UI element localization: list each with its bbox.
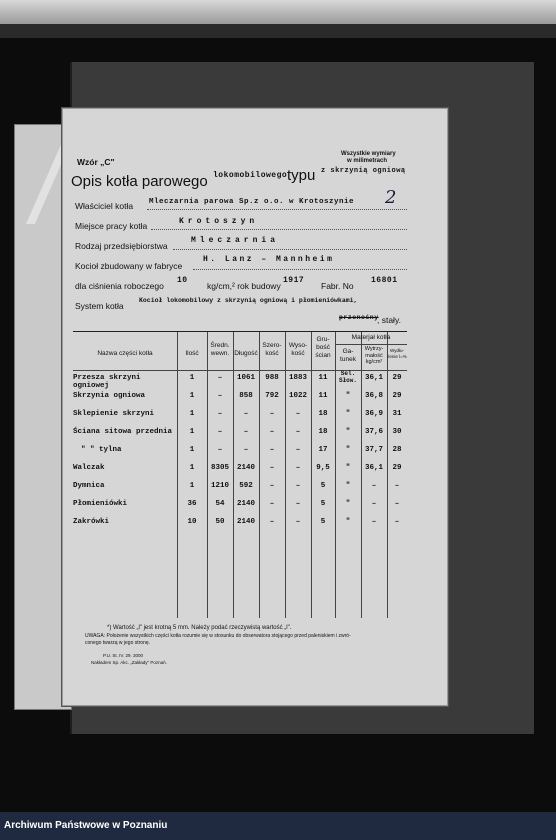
row-1-width: 988 bbox=[265, 374, 279, 382]
row-6-name: Walczak bbox=[73, 464, 105, 472]
row-6-kind: " bbox=[345, 464, 351, 472]
workplace-value: Krotoszyn bbox=[179, 217, 259, 226]
note-2: UWAGA: Położenie wszystkich części kotła rozumie się w stosunku do obserwatora stojącego przed paleniskiem i zwró- bbox=[85, 633, 351, 639]
row-3-qty: 1 bbox=[189, 410, 195, 418]
row-1-strength: 36,1 bbox=[364, 374, 383, 382]
business-line bbox=[173, 249, 407, 250]
dims-note-2: w milimetrach bbox=[347, 158, 388, 164]
owner-line bbox=[147, 209, 407, 210]
row-8-name: Płomieniówki bbox=[73, 500, 128, 508]
row-6-strength: 36,1 bbox=[364, 464, 383, 472]
row-7-len: 592 bbox=[239, 482, 253, 490]
row-1-elong: 29 bbox=[392, 374, 402, 382]
row-5-qty: 1 bbox=[189, 446, 195, 454]
row-7-kind: " bbox=[345, 482, 351, 490]
header-name: Nazwa części kotła bbox=[97, 350, 153, 357]
form-title: Opis kotła parowego bbox=[71, 173, 208, 190]
row-2-elong: 29 bbox=[392, 392, 402, 400]
top-strip bbox=[0, 0, 556, 24]
row-9-strength: – bbox=[371, 518, 377, 526]
row-5-thick: 17 bbox=[318, 446, 328, 454]
pressure-unit: kg/cm,² rok budowy bbox=[207, 281, 281, 291]
note-3: conego twarzą w jego stronę. bbox=[85, 640, 151, 646]
row-6-elong: 29 bbox=[392, 464, 402, 472]
system-value: Kocioł lokomobilowy z skrzynią ogniową i płomieniówkami, bbox=[139, 297, 358, 304]
title-subtype: z skrzynią ogniową bbox=[321, 167, 406, 175]
workplace-label: Miejsce pracy kotła bbox=[75, 221, 148, 231]
row-9-qty: 10 bbox=[187, 518, 197, 526]
row-4-strength: 37,6 bbox=[364, 428, 383, 436]
row-6-len: 2140 bbox=[236, 464, 255, 472]
title-type-word: typu bbox=[287, 167, 316, 184]
row-8-thick: 5 bbox=[320, 500, 326, 508]
row-9-elong: – bbox=[394, 518, 400, 526]
built-value: H. Lanz – Mannheim bbox=[203, 255, 335, 264]
row-6-height: – bbox=[295, 464, 301, 472]
system-label: System kotła bbox=[75, 301, 124, 311]
header-material: Materjał kotła bbox=[351, 334, 391, 341]
pressure-label: dla ciśnienia roboczego bbox=[75, 281, 164, 291]
row-2-name: Skrzynia ogniowa bbox=[73, 392, 146, 400]
row-1-kind: Sel. Słow. bbox=[338, 370, 357, 384]
row-8-width: – bbox=[269, 500, 275, 508]
row-8-kind: " bbox=[345, 500, 351, 508]
row-2-thick: 11 bbox=[318, 392, 328, 400]
year-value: 1917 bbox=[283, 276, 305, 285]
archive-footer bbox=[0, 812, 556, 840]
row-5-width: – bbox=[269, 446, 275, 454]
pressure-value: 10 bbox=[177, 276, 188, 285]
row-2-width: 792 bbox=[265, 392, 279, 400]
row-4-width: – bbox=[269, 428, 275, 436]
top-strip-shadow bbox=[0, 24, 556, 38]
row-1-diam: – bbox=[217, 374, 223, 382]
row-2-diam: – bbox=[217, 392, 223, 400]
row-8-elong: – bbox=[394, 500, 400, 508]
header-qty: Ilość bbox=[185, 350, 199, 357]
header-thick: Gru- bość ścian bbox=[315, 336, 331, 359]
row-7-height: – bbox=[295, 482, 301, 490]
row-8-diam: 54 bbox=[215, 500, 225, 508]
row-9-height: – bbox=[295, 518, 301, 526]
row-4-qty: 1 bbox=[189, 428, 195, 436]
row-2-qty: 1 bbox=[189, 392, 195, 400]
row-4-height: – bbox=[295, 428, 301, 436]
built-line bbox=[193, 269, 407, 270]
print-info-1: P.U. St. IV. 29. 3000 bbox=[103, 653, 144, 658]
header-kind: Ga- tunek bbox=[340, 348, 356, 363]
row-3-elong: 31 bbox=[392, 410, 402, 418]
row-3-thick: 18 bbox=[318, 410, 328, 418]
row-9-diam: 50 bbox=[215, 518, 225, 526]
row-5-kind: " bbox=[345, 446, 351, 454]
parts-table bbox=[73, 331, 407, 618]
row-9-thick: 5 bbox=[320, 518, 326, 526]
owner-label: Właściciel kotła bbox=[75, 201, 134, 211]
row-5-strength: 37,7 bbox=[364, 446, 383, 454]
fabr-label: Fabr. No bbox=[321, 281, 354, 291]
system-struck: przenośny bbox=[339, 314, 379, 321]
row-4-name: Ściana sitowa przednia bbox=[73, 428, 173, 436]
header-len: Długość bbox=[234, 350, 258, 357]
row-7-strength: – bbox=[371, 482, 377, 490]
row-1-name: Przesza skrzyni ogniowej bbox=[73, 374, 141, 390]
built-label: Kocioł zbudowany w fabryce bbox=[75, 261, 183, 271]
row-3-width: – bbox=[269, 410, 275, 418]
row-4-kind: " bbox=[345, 428, 351, 436]
form-template-label: Wzór „C" bbox=[77, 157, 115, 167]
row-1-len: 1061 bbox=[236, 374, 255, 382]
row-5-elong: 28 bbox=[392, 446, 402, 454]
row-8-len: 2140 bbox=[236, 500, 255, 508]
handwritten-number: 2 bbox=[385, 187, 397, 208]
row-9-kind: " bbox=[345, 518, 351, 526]
row-5-diam: – bbox=[217, 446, 223, 454]
row-6-thick: 9,5 bbox=[316, 464, 330, 472]
header-strength: Wytrzy- małość kg/cm² bbox=[364, 346, 384, 365]
owner-value: Mleczarnia parowa Sp.z o.o. w Krotoszynie bbox=[149, 198, 355, 206]
row-5-len: – bbox=[243, 446, 249, 454]
archive-name: Archiwum Państwowe w Poznaniu bbox=[4, 820, 168, 831]
row-9-width: – bbox=[269, 518, 275, 526]
row-6-width: – bbox=[269, 464, 275, 472]
row-7-diam: 1210 bbox=[210, 482, 229, 490]
row-4-thick: 18 bbox=[318, 428, 328, 436]
row-8-height: – bbox=[295, 500, 301, 508]
system-tail: , stały. bbox=[377, 315, 401, 325]
row-7-qty: 1 bbox=[189, 482, 195, 490]
row-4-len: – bbox=[243, 428, 249, 436]
row-5-height: – bbox=[295, 446, 301, 454]
row-3-diam: – bbox=[217, 410, 223, 418]
workplace-line bbox=[151, 229, 407, 230]
row-9-name: Zakrówki bbox=[73, 518, 110, 526]
row-3-strength: 36,9 bbox=[364, 410, 383, 418]
header-width: Szero- kość bbox=[262, 342, 282, 357]
header-elong: Wydłu- żenie l=% bbox=[387, 348, 407, 359]
row-4-diam: – bbox=[217, 428, 223, 436]
row-1-height: 1883 bbox=[288, 374, 307, 382]
row-8-strength: – bbox=[371, 500, 377, 508]
row-6-qty: 1 bbox=[189, 464, 195, 472]
row-3-kind: " bbox=[345, 410, 351, 418]
row-3-len: – bbox=[243, 410, 249, 418]
row-7-elong: – bbox=[394, 482, 400, 490]
business-label: Rodzaj przedsiębiorstwa bbox=[75, 241, 168, 251]
header-height: Wyso- kość bbox=[288, 342, 308, 357]
row-8-qty: 36 bbox=[187, 500, 197, 508]
row-2-kind: " bbox=[345, 392, 351, 400]
header-diam: Średn. wewn. bbox=[210, 342, 230, 357]
row-6-diam: 8305 bbox=[210, 464, 229, 472]
dims-note-1: Wszystkie wymiary bbox=[341, 151, 396, 157]
row-1-qty: 1 bbox=[189, 374, 195, 382]
row-7-thick: 5 bbox=[320, 482, 326, 490]
note-1: *) Wartość „l" jest krotną 5 mm. Należy podać rzeczywistą wartość „l". bbox=[107, 625, 292, 631]
row-4-elong: 30 bbox=[392, 428, 402, 436]
title-boiler-kind: lokomobilowego bbox=[213, 171, 288, 180]
row-5-name: " " tylna bbox=[81, 446, 122, 454]
row-9-len: 2140 bbox=[236, 518, 255, 526]
row-3-name: Sklepienie skrzyni bbox=[73, 410, 155, 418]
row-2-len: 858 bbox=[239, 392, 253, 400]
row-7-width: – bbox=[269, 482, 275, 490]
row-3-height: – bbox=[295, 410, 301, 418]
row-7-name: Dymnica bbox=[73, 482, 105, 490]
document-sheet bbox=[62, 108, 448, 706]
fabr-value: 16801 bbox=[371, 276, 398, 285]
business-value: Mleczarnia bbox=[191, 236, 280, 245]
row-2-height: 1022 bbox=[288, 392, 307, 400]
print-info-2: Nakładem Sp. Akc. „Zakłady" Poznań. bbox=[91, 660, 167, 665]
row-1-thick: 11 bbox=[318, 374, 328, 382]
row-2-strength: 36,8 bbox=[364, 392, 383, 400]
